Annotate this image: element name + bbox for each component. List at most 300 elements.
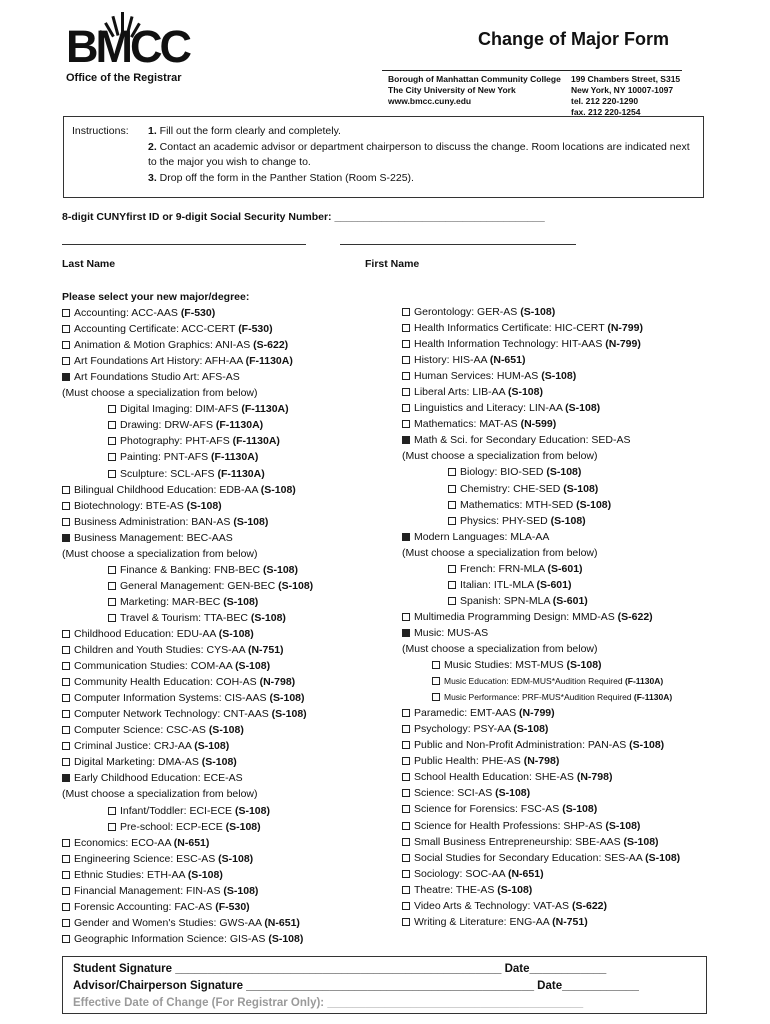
- checkbox[interactable]: [402, 757, 410, 765]
- option-label: Drawing: DRW-AFS: [120, 419, 216, 432]
- checkbox[interactable]: [62, 726, 70, 734]
- specialization-option[interactable]: [62, 433, 392, 449]
- room-code: (S-108): [218, 627, 254, 640]
- room-code: (S-601): [552, 594, 588, 607]
- option-label: Computer Science: CSC-AS: [74, 724, 209, 737]
- note-text: (Must choose a specialization from below): [62, 788, 258, 801]
- major-option[interactable]: [62, 642, 392, 658]
- option-label: Music: MUS-AS: [414, 626, 489, 639]
- checkbox[interactable]: [62, 325, 70, 333]
- option-label: Art Foundations Art History: AFH-AA: [74, 355, 246, 368]
- specialization-option[interactable]: [402, 481, 742, 497]
- option-label: Physics: PHY-SED: [460, 514, 551, 527]
- option-label: Financial Management: FIN-AS: [74, 884, 224, 897]
- checkbox[interactable]: [108, 598, 116, 606]
- specialization-option[interactable]: [62, 610, 392, 626]
- checkbox[interactable]: [402, 773, 410, 781]
- checkbox[interactable]: [62, 935, 70, 943]
- filled-square-icon: [62, 534, 70, 542]
- checkbox[interactable]: [448, 485, 456, 493]
- major-option[interactable]: [62, 530, 392, 546]
- first-name-field[interactable]: [340, 244, 576, 245]
- checkbox[interactable]: [448, 565, 456, 573]
- major-option[interactable]: [402, 304, 742, 320]
- checkbox[interactable]: [62, 309, 70, 317]
- room-code: (S-108): [233, 515, 269, 528]
- room-code: (S-108): [235, 660, 271, 673]
- room-code: (N-651): [507, 867, 544, 880]
- specialization-option[interactable]: [402, 577, 742, 593]
- major-option[interactable]: [402, 753, 742, 769]
- address-line: Borough of Manhattan Community College: [388, 74, 561, 84]
- major-option[interactable]: [402, 400, 742, 416]
- room-code: (N-799): [607, 322, 643, 335]
- checkbox[interactable]: [402, 805, 410, 813]
- option-label: Finance & Banking: FNB-BEC: [120, 563, 263, 576]
- checkbox[interactable]: [108, 453, 116, 461]
- option-label: Accounting: ACC-AAS: [74, 307, 181, 320]
- major-option[interactable]: [402, 609, 742, 625]
- room-code: (S-108): [541, 370, 577, 383]
- student-signature-field[interactable]: Student Signature ___________________________________________________ Date____________: [73, 963, 607, 975]
- checkbox[interactable]: [402, 886, 410, 894]
- room-code: (N-751): [552, 915, 588, 928]
- major-option[interactable]: [62, 321, 392, 337]
- room-code: (F-1130A): [624, 676, 664, 687]
- checkbox[interactable]: [62, 502, 70, 510]
- option-label: Paramedic: EMT-AAS: [414, 707, 520, 720]
- room-code: (F-1130A): [211, 451, 259, 464]
- checkbox[interactable]: [62, 903, 70, 911]
- major-option[interactable]: [62, 851, 392, 867]
- room-code: (F-1130A): [232, 435, 280, 448]
- checkbox[interactable]: [62, 742, 70, 750]
- specialization-option[interactable]: [62, 578, 392, 594]
- specialization-option[interactable]: [402, 593, 742, 609]
- specialization-option[interactable]: [62, 417, 392, 433]
- filled-square-icon: [62, 774, 70, 782]
- major-option[interactable]: [402, 705, 742, 721]
- room-code: (N-651): [173, 836, 210, 849]
- checkbox[interactable]: [402, 870, 410, 878]
- checkbox[interactable]: [402, 404, 410, 412]
- room-code: (N-799): [605, 338, 641, 351]
- room-code: (F-1130A): [241, 403, 289, 416]
- room-code: (S-108): [520, 306, 556, 318]
- room-code: (S-108): [234, 804, 270, 817]
- specialization-note: [62, 385, 392, 401]
- checkbox[interactable]: [402, 838, 410, 846]
- specialization-option[interactable]: [402, 513, 742, 529]
- website-link[interactable]: www.bmcc.cuny.edu: [388, 96, 472, 106]
- major-option[interactable]: [402, 850, 742, 866]
- major-option[interactable]: [62, 514, 392, 530]
- checkbox[interactable]: [402, 340, 410, 348]
- room-code: (F-530): [215, 900, 250, 913]
- instruction-step: 1. Fill out the form clearly and completely.: [148, 125, 341, 137]
- option-label: School Health Education: SHE-AS: [414, 771, 577, 784]
- major-option[interactable]: [402, 834, 742, 850]
- major-option[interactable]: [62, 658, 392, 674]
- option-label: Sculpture: SCL-AFS: [120, 467, 218, 480]
- specialization-option[interactable]: [62, 466, 392, 482]
- checkbox[interactable]: [62, 341, 70, 349]
- checkbox[interactable]: [402, 709, 410, 717]
- major-option[interactable]: [402, 384, 742, 400]
- checkbox[interactable]: [62, 694, 70, 702]
- room-code: (S-108): [629, 739, 665, 752]
- major-option[interactable]: [62, 482, 392, 498]
- option-label: Multimedia Programming Design: MMD-AS: [414, 610, 618, 623]
- specialization-option[interactable]: [62, 594, 392, 610]
- option-label: Art Foundations Studio Art: AFS-AS: [74, 371, 240, 384]
- checkbox[interactable]: [62, 758, 70, 766]
- option-label: Science for Health Professions: SHP-AS: [414, 819, 606, 832]
- specialization-option[interactable]: [402, 464, 742, 480]
- major-option[interactable]: [62, 626, 392, 642]
- specialization-option[interactable]: [402, 561, 742, 577]
- room-code: (S-108): [225, 820, 261, 833]
- major-option[interactable]: [402, 625, 742, 641]
- checkbox[interactable]: [108, 823, 116, 831]
- room-code: (N-599): [520, 418, 557, 431]
- room-code: (S-108): [623, 835, 659, 848]
- major-option[interactable]: [62, 337, 392, 353]
- last-name-label: Last Name: [62, 258, 116, 270]
- first-name-label: First Name: [365, 258, 420, 270]
- instructions-box: [63, 116, 704, 198]
- checkbox[interactable]: [62, 357, 70, 365]
- option-label: Forensic Accounting: FAC-AS: [74, 900, 216, 913]
- option-label: Small Business Entrepreneurship: SBE-AAS: [414, 835, 624, 848]
- option-label: Early Childhood Education: ECE-AS: [74, 772, 243, 785]
- room-code: (S-601): [547, 562, 583, 575]
- option-label: Accounting Certificate: ACC-CERT: [74, 323, 239, 336]
- option-label: Geographic Information Science: GIS-AS: [74, 932, 269, 945]
- specialization-option[interactable]: [402, 497, 742, 513]
- checkbox[interactable]: [62, 887, 70, 895]
- checkbox[interactable]: [432, 693, 440, 701]
- header-divider: [382, 70, 682, 71]
- option-label: Biotechnology: BTE-AS: [74, 499, 187, 512]
- checkbox[interactable]: [108, 582, 116, 590]
- specialization-option[interactable]: [62, 401, 392, 417]
- room-code: (S-108): [576, 498, 612, 511]
- room-code: (S-108): [550, 514, 586, 527]
- specialization-option[interactable]: [402, 657, 742, 673]
- major-option[interactable]: [62, 674, 392, 690]
- room-code: (N-798): [259, 676, 296, 689]
- specialization-option[interactable]: [62, 562, 392, 578]
- option-label: Pre-school: ECP-ECE: [120, 820, 226, 833]
- option-label: Music Performance: PRF-MUS*Audition Required: [444, 692, 634, 703]
- option-label: Mathematics: MAT-AS: [414, 418, 521, 431]
- logo-wordmark: BMCC: [66, 21, 189, 72]
- checkbox[interactable]: [62, 839, 70, 847]
- option-label: Animation & Motion Graphics: ANI-AS: [74, 339, 254, 352]
- option-label: Modern Languages: MLA-AA: [414, 530, 550, 543]
- room-code: (S-108): [262, 563, 298, 576]
- option-label: Digital Marketing: DMA-AS: [74, 756, 202, 769]
- major-option[interactable]: [402, 721, 742, 737]
- room-code: (S-108): [208, 724, 244, 737]
- option-label: General Management: GEN-BEC: [120, 579, 279, 592]
- advisor-signature-field[interactable]: Advisor/Chairperson Signature _____________________________________________ Date____________: [73, 980, 639, 992]
- room-code: (S-108): [566, 659, 602, 672]
- room-code: (S-108): [260, 483, 296, 496]
- checkbox[interactable]: [62, 630, 70, 638]
- option-label: Italian: ITL-MLA: [460, 578, 537, 591]
- checkbox[interactable]: [402, 822, 410, 830]
- option-label: Psychology: PSY-AA: [414, 723, 514, 736]
- office-address: [571, 74, 680, 118]
- checkbox[interactable]: [108, 421, 116, 429]
- option-label: Digital Imaging: DIM-AFS: [120, 403, 242, 416]
- major-option[interactable]: [402, 432, 742, 448]
- form-title: Change of Major Form: [478, 29, 670, 49]
- filled-square-icon: [62, 373, 70, 381]
- option-label: Spanish: SPN-MLA: [460, 594, 553, 607]
- note-text: (Must choose a specialization from below): [402, 642, 598, 655]
- majors-column-right: [402, 304, 742, 930]
- major-option[interactable]: [402, 529, 742, 545]
- major-option[interactable]: [62, 754, 392, 770]
- option-label: Business Administration: BAN-AS: [74, 515, 234, 528]
- option-label: Bilingual Childhood Education: EDB-AA: [74, 483, 261, 496]
- option-label: Gender and Women's Studies: GWS-AA: [74, 916, 265, 929]
- checkbox[interactable]: [402, 789, 410, 797]
- option-label: Photography: PHT-AFS: [120, 435, 233, 448]
- room-code: (S-108): [546, 466, 582, 479]
- option-label: Mathematics: MTH-SED: [460, 498, 577, 511]
- room-code: (F-1130A): [217, 467, 265, 480]
- note-text: (Must choose a specialization from below): [402, 546, 598, 559]
- major-option[interactable]: [402, 818, 742, 834]
- option-label: Children and Youth Studies: CYS-AA: [74, 644, 248, 657]
- last-name-field[interactable]: [62, 244, 306, 245]
- filled-square-icon: [402, 629, 410, 637]
- checkbox[interactable]: [402, 918, 410, 926]
- major-option[interactable]: [402, 336, 742, 352]
- major-option[interactable]: [402, 416, 742, 432]
- filled-square-icon: [402, 436, 410, 444]
- major-option[interactable]: [62, 835, 392, 851]
- checkbox[interactable]: [62, 710, 70, 718]
- room-code: (S-108): [497, 883, 533, 896]
- option-label: Writing & Literature: ENG-AA: [414, 915, 553, 928]
- majors-heading: Please select your new major/degree:: [62, 291, 250, 303]
- major-option[interactable]: [62, 498, 392, 514]
- room-code: (S-108): [201, 756, 237, 769]
- room-code: (S-108): [223, 884, 259, 897]
- filled-square-icon: [402, 533, 410, 541]
- room-code: (F-1130A): [633, 692, 673, 703]
- major-option[interactable]: [62, 867, 392, 883]
- specialization-note: [402, 448, 742, 464]
- major-option[interactable]: [402, 801, 742, 817]
- checkbox[interactable]: [108, 470, 116, 478]
- specialization-option[interactable]: [402, 689, 742, 705]
- major-option[interactable]: [402, 320, 742, 336]
- checkbox[interactable]: [62, 919, 70, 927]
- room-code: (S-108): [268, 932, 304, 945]
- signature-box: [62, 956, 707, 1014]
- checkbox[interactable]: [402, 324, 410, 332]
- checkbox[interactable]: [448, 468, 456, 476]
- major-option[interactable]: [62, 690, 392, 706]
- room-code: (S-108): [187, 868, 223, 881]
- checkbox[interactable]: [62, 646, 70, 654]
- major-option[interactable]: [62, 931, 392, 947]
- checkbox[interactable]: [402, 902, 410, 910]
- option-label: Health Information Technology: HIT-AAS: [414, 338, 606, 351]
- room-code: (N-798): [523, 755, 560, 768]
- checkbox[interactable]: [62, 871, 70, 879]
- checkbox[interactable]: [108, 614, 116, 622]
- option-label: Public Health: PHE-AS: [414, 755, 524, 768]
- checkbox[interactable]: [62, 662, 70, 670]
- option-label: French: FRN-MLA: [460, 562, 548, 575]
- checkbox[interactable]: [402, 308, 410, 316]
- option-label: Marketing: MAR-BEC: [120, 595, 224, 608]
- major-option[interactable]: [402, 898, 742, 914]
- option-label: Health Informatics Certificate: HIC-CERT: [414, 322, 608, 335]
- option-label: Liberal Arts: LIB-AA: [414, 386, 508, 399]
- option-label: Business Management: BEC-AAS: [74, 531, 233, 544]
- checkbox[interactable]: [448, 501, 456, 509]
- option-label: Linguistics and Literacy: LIN-AA: [414, 402, 566, 415]
- option-label: Video Arts & Technology: VAT-AS: [414, 899, 572, 912]
- phone-number: tel. 212 220-1290: [571, 96, 639, 106]
- option-label: Painting: PNT-AFS: [120, 451, 212, 464]
- room-code: (N-651): [264, 916, 300, 929]
- room-code: (N-798): [576, 771, 613, 784]
- office-name: Office of the Registrar: [66, 72, 182, 84]
- id-number-field[interactable]: 8-digit CUNYfirst ID or 9-digit Social Security Number: ____________________________________: [62, 211, 545, 223]
- address-line: 199 Chambers Street, S315: [571, 74, 681, 84]
- major-option[interactable]: [62, 738, 392, 754]
- room-code: (N-651): [489, 354, 526, 367]
- checkbox[interactable]: [108, 437, 116, 445]
- room-code: (S-108): [645, 851, 681, 864]
- checkbox[interactable]: [108, 566, 116, 574]
- room-code: (N-751): [247, 644, 284, 657]
- option-label: Computer Network Technology: CNT-AAS: [74, 708, 272, 721]
- note-text: (Must choose a specialization from below): [62, 547, 258, 560]
- major-option[interactable]: [402, 785, 742, 801]
- checkbox[interactable]: [402, 356, 410, 364]
- major-option[interactable]: [402, 866, 742, 882]
- checkbox[interactable]: [402, 372, 410, 380]
- checkbox[interactable]: [62, 678, 70, 686]
- checkbox[interactable]: [62, 486, 70, 494]
- option-label: Sociology: SOC-AA: [414, 867, 508, 880]
- checkbox[interactable]: [432, 661, 440, 669]
- option-label: Childhood Education: EDU-AA: [74, 627, 219, 640]
- option-label: Public and Non-Profit Administration: PAN-AS: [414, 739, 630, 752]
- room-code: (S-108): [250, 611, 286, 624]
- room-code: (S-108): [194, 740, 230, 753]
- checkbox[interactable]: [62, 518, 70, 526]
- major-option[interactable]: [402, 882, 742, 898]
- majors-column-left: [62, 289, 392, 947]
- major-option[interactable]: [62, 899, 392, 915]
- option-label: Communication Studies: COM-AA: [74, 660, 236, 673]
- option-label: Music Education: EDM-MUS*Audition Required: [444, 676, 625, 687]
- room-code: (S-108): [507, 386, 543, 399]
- checkbox[interactable]: [432, 677, 440, 685]
- room-code: (S-108): [563, 482, 599, 495]
- major-option[interactable]: [62, 915, 392, 931]
- room-code: (F-530): [238, 323, 273, 336]
- note-text: (Must choose a specialization from below): [402, 450, 598, 463]
- option-label: Criminal Justice: CRJ-AA: [74, 740, 195, 753]
- checkbox[interactable]: [448, 517, 456, 525]
- option-label: Music Studies: MST-MUS: [444, 659, 567, 672]
- specialization-option[interactable]: [402, 673, 742, 689]
- checkbox[interactable]: [402, 613, 410, 621]
- specialization-option[interactable]: [62, 803, 392, 819]
- checkbox[interactable]: [448, 597, 456, 605]
- option-label: Theatre: THE-AS: [414, 883, 498, 896]
- major-option[interactable]: [402, 769, 742, 785]
- room-code: (S-108): [186, 499, 222, 512]
- option-label: History: HIS-AA: [414, 354, 490, 367]
- specialization-option[interactable]: [62, 819, 392, 835]
- room-code: (S-622): [253, 339, 289, 352]
- room-code: (S-108): [278, 579, 314, 592]
- note-text: (Must choose a specialization from below): [62, 387, 258, 400]
- major-option[interactable]: [62, 369, 392, 385]
- instructions-label: Instructions:: [72, 125, 129, 137]
- option-label: Economics: ECO-AA: [74, 836, 174, 849]
- room-code: (S-108): [218, 852, 254, 865]
- major-option[interactable]: [62, 305, 392, 321]
- room-code: (S-108): [565, 402, 601, 415]
- checkbox[interactable]: [448, 581, 456, 589]
- specialization-option[interactable]: [62, 449, 392, 465]
- major-option[interactable]: [62, 722, 392, 738]
- option-label: Ethnic Studies: ETH-AA: [74, 868, 188, 881]
- effective-date-field: Effective Date of Change (For Registrar Only): ________________________________________: [73, 997, 584, 1009]
- checkbox[interactable]: [108, 807, 116, 815]
- checkbox[interactable]: [402, 854, 410, 862]
- checkbox[interactable]: [402, 741, 410, 749]
- checkbox[interactable]: [402, 725, 410, 733]
- checkbox[interactable]: [108, 405, 116, 413]
- checkbox[interactable]: [402, 420, 410, 428]
- checkbox[interactable]: [402, 388, 410, 396]
- major-option[interactable]: [62, 353, 392, 369]
- option-label: Science for Forensics: FSC-AS: [414, 803, 563, 816]
- major-option[interactable]: [62, 706, 392, 722]
- major-option[interactable]: [402, 368, 742, 384]
- college-address: [388, 74, 561, 107]
- room-code: (S-108): [495, 787, 531, 800]
- major-option[interactable]: [402, 737, 742, 753]
- room-code: (S-108): [223, 595, 259, 608]
- room-code: (S-601): [536, 578, 572, 591]
- room-code: (S-108): [271, 708, 307, 721]
- instruction-step: 2. Contact an academic advisor or department chairperson to discuss the change. Room locations are indicated next to the major you wish to change to.: [148, 140, 690, 168]
- instruction-step: 3. Drop off the form in the Panther Station (Room S-225).: [148, 171, 414, 184]
- major-option[interactable]: [62, 883, 392, 899]
- major-option[interactable]: [402, 914, 742, 930]
- option-label: Travel & Tourism: TTA-BEC: [120, 611, 251, 624]
- major-option[interactable]: [402, 352, 742, 368]
- major-option[interactable]: [62, 770, 392, 786]
- checkbox[interactable]: [62, 855, 70, 863]
